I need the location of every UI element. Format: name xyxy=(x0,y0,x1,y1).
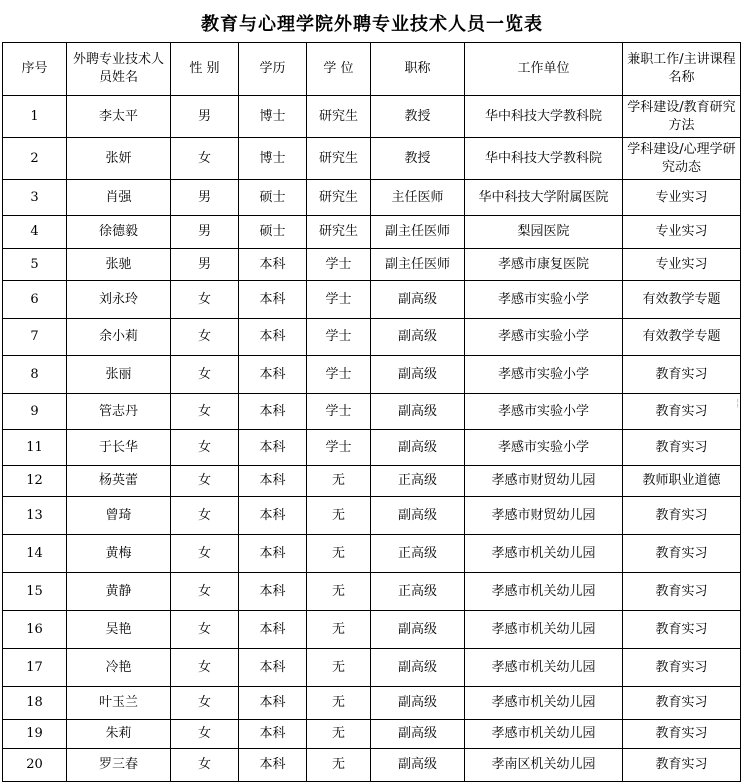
cell-name: 徐德毅 xyxy=(67,216,171,249)
cell-name: 张妍 xyxy=(67,138,171,180)
cell-name: 杨英蕾 xyxy=(67,466,171,497)
cell-employer: 孝感市机关幼儿园 xyxy=(465,720,623,749)
cell-name: 李太平 xyxy=(67,96,171,138)
cell-education: 博士 xyxy=(239,96,307,138)
cell-course: 专业实习 xyxy=(623,249,741,281)
cell-education: 本科 xyxy=(239,249,307,281)
table-row xyxy=(3,180,741,216)
cell-gender: 女 xyxy=(171,687,239,720)
cell-gender: 女 xyxy=(171,319,239,356)
header-employer: 工作单位 xyxy=(465,43,623,96)
cell-seq: 2 xyxy=(3,138,67,180)
cell-employer: 孝感市机关幼儿园 xyxy=(465,687,623,720)
cell-employer: 孝南区机关幼儿园 xyxy=(465,749,623,782)
cell-education: 本科 xyxy=(239,466,307,497)
cell-employer: 华中科技大学教科院 xyxy=(465,138,623,180)
cell-employer: 孝感市机关幼儿园 xyxy=(465,611,623,649)
cell-name: 张丽 xyxy=(67,356,171,394)
cell-employer: 孝感市机关幼儿园 xyxy=(465,649,623,687)
cell-rank: 正高级 xyxy=(371,535,465,573)
cell-degree: 无 xyxy=(307,535,371,573)
cell-employer: 孝感市实验小学 xyxy=(465,430,623,466)
cell-course: 专业实习 xyxy=(623,216,741,249)
table-row xyxy=(3,96,741,138)
cell-degree: 研究生 xyxy=(307,216,371,249)
table-row xyxy=(3,749,741,782)
cell-course: 教育实习 xyxy=(623,720,741,749)
cell-course: 教育实习 xyxy=(623,535,741,573)
table-row xyxy=(3,573,741,611)
cell-course: 教育实习 xyxy=(623,749,741,782)
cell-employer: 孝感市实验小学 xyxy=(465,319,623,356)
cell-name: 黄静 xyxy=(67,573,171,611)
cell-education: 本科 xyxy=(239,687,307,720)
cell-education: 本科 xyxy=(239,611,307,649)
cell-rank: 正高级 xyxy=(371,466,465,497)
cell-education: 本科 xyxy=(239,649,307,687)
cell-degree: 研究生 xyxy=(307,138,371,180)
cell-degree: 无 xyxy=(307,573,371,611)
cell-gender: 女 xyxy=(171,497,239,535)
cell-degree: 研究生 xyxy=(307,96,371,138)
cell-seq: 12 xyxy=(3,466,67,497)
cell-course: 有效教学专题 xyxy=(623,319,741,356)
table-row xyxy=(3,319,741,356)
cell-gender: 女 xyxy=(171,573,239,611)
cell-course: 教育实习 xyxy=(623,497,741,535)
cell-course: 学科建设/心理学研究动态 xyxy=(623,138,741,180)
cell-degree: 学士 xyxy=(307,356,371,394)
cell-education: 硕士 xyxy=(239,180,307,216)
page-title: 教育与心理学院外聘专业技术人员一览表 xyxy=(201,14,543,35)
table-row xyxy=(3,138,741,180)
cell-education: 本科 xyxy=(239,497,307,535)
cell-rank: 教授 xyxy=(371,138,465,180)
cell-rank: 主任医师 xyxy=(371,180,465,216)
cell-course: 教育实习 xyxy=(623,356,741,394)
cell-seq: 8 xyxy=(3,356,67,394)
cell-seq: 9 xyxy=(3,394,67,430)
cell-seq: 4 xyxy=(3,216,67,249)
cell-gender: 男 xyxy=(171,180,239,216)
cell-rank: 副主任医师 xyxy=(371,216,465,249)
cell-gender: 女 xyxy=(171,394,239,430)
cell-seq: 19 xyxy=(3,720,67,749)
cell-rank: 副高级 xyxy=(371,687,465,720)
cell-employer: 孝感市实验小学 xyxy=(465,356,623,394)
cell-rank: 副高级 xyxy=(371,394,465,430)
cell-gender: 女 xyxy=(171,466,239,497)
header-education: 学历 xyxy=(239,43,307,96)
cell-gender: 男 xyxy=(171,249,239,281)
cell-education: 本科 xyxy=(239,394,307,430)
cell-education: 本科 xyxy=(239,356,307,394)
cell-name: 曾琦 xyxy=(67,497,171,535)
cell-course: 教育实习 xyxy=(623,430,741,466)
cell-seq: 15 xyxy=(3,573,67,611)
table-row xyxy=(3,497,741,535)
cell-course: 教育实习 xyxy=(623,611,741,649)
cell-seq: 17 xyxy=(3,649,67,687)
cell-rank: 正高级 xyxy=(371,573,465,611)
cell-employer: 孝感市机关幼儿园 xyxy=(465,535,623,573)
table-row xyxy=(3,356,741,394)
cell-education: 博士 xyxy=(239,138,307,180)
table-row xyxy=(3,687,741,720)
table-header-row xyxy=(3,43,741,96)
cell-gender: 男 xyxy=(171,96,239,138)
cell-employer: 孝感市机关幼儿园 xyxy=(465,573,623,611)
cell-gender: 女 xyxy=(171,430,239,466)
staff-table xyxy=(2,42,741,782)
cell-course: 学科建设/教育研究方法 xyxy=(623,96,741,138)
cell-name: 余小莉 xyxy=(67,319,171,356)
cell-degree: 研究生 xyxy=(307,180,371,216)
cell-gender: 男 xyxy=(171,216,239,249)
table-row xyxy=(3,720,741,749)
cell-seq: 11 xyxy=(3,430,67,466)
cell-employer: 华中科技大学附属医院 xyxy=(465,180,623,216)
cell-name: 黄梅 xyxy=(67,535,171,573)
cell-course: 教育实习 xyxy=(623,394,741,430)
cell-degree: 无 xyxy=(307,687,371,720)
cell-employer: 华中科技大学教科院 xyxy=(465,96,623,138)
cell-seq: 16 xyxy=(3,611,67,649)
cell-name: 吴艳 xyxy=(67,611,171,649)
header-seq: 序号 xyxy=(3,43,67,96)
cell-name: 肖强 xyxy=(67,180,171,216)
cell-course: 教育实习 xyxy=(623,687,741,720)
cell-course: 教育实习 xyxy=(623,649,741,687)
cell-gender: 女 xyxy=(171,535,239,573)
cell-degree: 无 xyxy=(307,611,371,649)
cell-name: 管志丹 xyxy=(67,394,171,430)
cell-gender: 女 xyxy=(171,649,239,687)
cell-rank: 副高级 xyxy=(371,356,465,394)
table-row xyxy=(3,466,741,497)
cell-name: 朱莉 xyxy=(67,720,171,749)
cell-degree: 无 xyxy=(307,720,371,749)
cell-course: 专业实习 xyxy=(623,180,741,216)
cell-seq: 3 xyxy=(3,180,67,216)
cell-course: 有效教学专题 xyxy=(623,281,741,319)
cell-education: 硕士 xyxy=(239,216,307,249)
cell-degree: 无 xyxy=(307,649,371,687)
cell-name: 叶玉兰 xyxy=(67,687,171,720)
cell-employer: 孝感市实验小学 xyxy=(465,394,623,430)
cell-employer: 梨园医院 xyxy=(465,216,623,249)
cell-rank: 副高级 xyxy=(371,430,465,466)
cell-name: 于长华 xyxy=(67,430,171,466)
cell-education: 本科 xyxy=(239,535,307,573)
cell-gender: 女 xyxy=(171,281,239,319)
table-row xyxy=(3,430,741,466)
cell-education: 本科 xyxy=(239,720,307,749)
cell-name: 刘永玲 xyxy=(67,281,171,319)
page-margin-mark: ¦ xyxy=(736,398,740,409)
cell-degree: 学士 xyxy=(307,281,371,319)
cell-employer: 孝感市财贸幼儿园 xyxy=(465,497,623,535)
cell-rank: 副高级 xyxy=(371,281,465,319)
cell-education: 本科 xyxy=(239,430,307,466)
table-body xyxy=(3,96,741,782)
cell-rank: 副高级 xyxy=(371,720,465,749)
table-row xyxy=(3,611,741,649)
table-row xyxy=(3,216,741,249)
header-degree: 学 位 xyxy=(307,43,371,96)
cell-seq: 18 xyxy=(3,687,67,720)
cell-course: 教育实习 xyxy=(623,573,741,611)
cell-rank: 副高级 xyxy=(371,497,465,535)
cell-education: 本科 xyxy=(239,319,307,356)
cell-rank: 教授 xyxy=(371,96,465,138)
table-row xyxy=(3,394,741,430)
cell-gender: 女 xyxy=(171,356,239,394)
cell-seq: 14 xyxy=(3,535,67,573)
cell-seq: 7 xyxy=(3,319,67,356)
cell-seq: 13 xyxy=(3,497,67,535)
cell-course: 教师职业道德 xyxy=(623,466,741,497)
header-course: 兼职工作/主讲课程名称 xyxy=(623,43,741,96)
cell-gender: 女 xyxy=(171,749,239,782)
cell-employer: 孝感市财贸幼儿园 xyxy=(465,466,623,497)
cell-degree: 学士 xyxy=(307,394,371,430)
header-name: 外聘专业技术人员姓名 xyxy=(67,43,171,96)
table-row xyxy=(3,249,741,281)
header-gender: 性 别 xyxy=(171,43,239,96)
cell-seq: 20 xyxy=(3,749,67,782)
cell-degree: 无 xyxy=(307,466,371,497)
cell-employer: 孝感市实验小学 xyxy=(465,281,623,319)
cell-education: 本科 xyxy=(239,573,307,611)
cell-rank: 副主任医师 xyxy=(371,249,465,281)
cell-degree: 无 xyxy=(307,497,371,535)
cell-rank: 副高级 xyxy=(371,611,465,649)
cell-rank: 副高级 xyxy=(371,749,465,782)
cell-employer: 孝感市康复医院 xyxy=(465,249,623,281)
cell-education: 本科 xyxy=(239,749,307,782)
table-row xyxy=(3,535,741,573)
cell-degree: 无 xyxy=(307,749,371,782)
cell-degree: 学士 xyxy=(307,319,371,356)
cell-name: 冷艳 xyxy=(67,649,171,687)
cell-gender: 女 xyxy=(171,611,239,649)
cell-gender: 女 xyxy=(171,138,239,180)
header-rank: 职称 xyxy=(371,43,465,96)
cell-seq: 5 xyxy=(3,249,67,281)
cell-rank: 副高级 xyxy=(371,319,465,356)
cell-name: 张驰 xyxy=(67,249,171,281)
table-row xyxy=(3,281,741,319)
cell-degree: 学士 xyxy=(307,249,371,281)
cell-degree: 学士 xyxy=(307,430,371,466)
cell-rank: 副高级 xyxy=(371,649,465,687)
cell-seq: 6 xyxy=(3,281,67,319)
cell-name: 罗三春 xyxy=(67,749,171,782)
table-row xyxy=(3,649,741,687)
cell-gender: 女 xyxy=(171,720,239,749)
cell-seq: 1 xyxy=(3,96,67,138)
cell-education: 本科 xyxy=(239,281,307,319)
